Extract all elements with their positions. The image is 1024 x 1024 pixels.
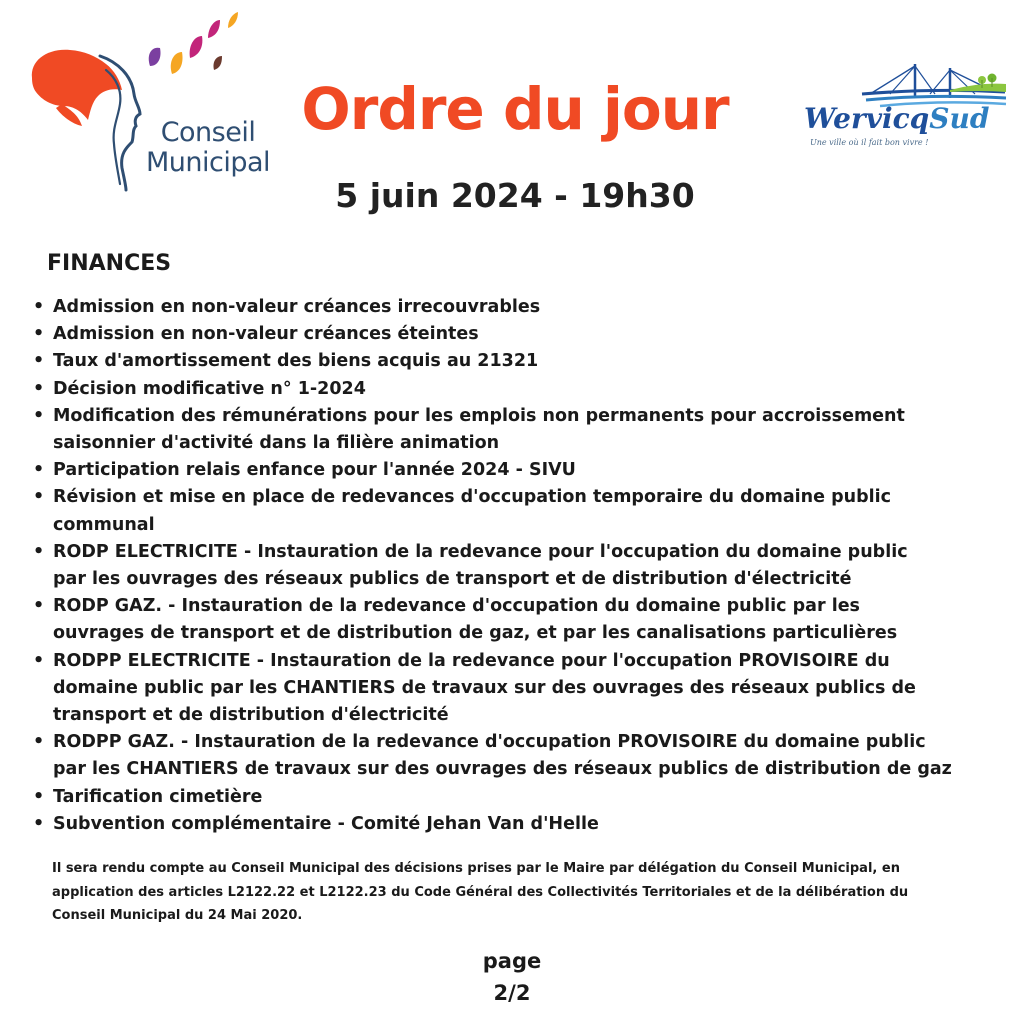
agenda-item [30, 403, 1020, 457]
logo-left-line1: Conseil [160, 117, 256, 148]
section-heading-finances: FINANCES [47, 251, 172, 276]
meeting-date: 5 juin 2024 - 19h30 [335, 176, 695, 215]
agenda-item-line: • Admission en non-valeur créances éteintes [53, 324, 479, 345]
agenda-item-line: ouvrages de transport et de distribution de gaz, et par les canalisations particulières [53, 623, 898, 644]
agenda-item-line: saisonnier d'activité dans la filière animation [53, 433, 500, 454]
agenda-item [30, 593, 1020, 647]
agenda-item [30, 294, 1020, 321]
agenda-item-line: • RODP GAZ. - Instauration de la redevance d'occupation du domaine public par les [53, 596, 860, 617]
page-title: Ordre du jour [301, 75, 729, 143]
page-indicator [432, 945, 592, 1009]
page-number: 2/2 [493, 981, 531, 1005]
agenda-item-line: par les CHANTIERS de travaux sur des ouvrages des réseaux publics de distribution de gaz [53, 759, 952, 780]
agenda-item [30, 457, 1020, 484]
conseil-municipal-logo-text [146, 118, 270, 178]
agenda-item-line: • RODP ELECTRICITE - Instauration de la redevance pour l'occupation du domaine public [53, 541, 908, 562]
agenda-item-line: • Tarification cimetière [53, 786, 263, 807]
agenda-item [30, 376, 1020, 403]
conseil-municipal-logo [22, 8, 271, 198]
agenda-item-line: par les ouvrages des réseaux publics de transport et de distribution d'électricité [53, 569, 852, 590]
page-label: page [482, 949, 542, 973]
logo-right-name-part1: Wervicq [804, 102, 930, 135]
agenda-item [30, 321, 1020, 348]
agenda-item-line: • Révision et mise en place de redevances d'occupation temporaire du domaine public [53, 487, 891, 508]
agenda-item-line: domaine public par les CHANTIERS de travaux sur des ouvrages des réseaux publics de [53, 677, 916, 698]
agenda-list [30, 294, 1020, 838]
agenda-item [30, 648, 1020, 730]
note-line: application des articles L2122.22 et L2122.23 du Code Général des Collectivités Territoriales et de la délibération du [52, 884, 909, 900]
agenda-item [30, 348, 1020, 375]
wervicq-sud-logo [800, 62, 1010, 162]
logo-right-name-part2: Sud [929, 102, 990, 135]
agenda-item [30, 811, 1020, 838]
agenda-item [30, 539, 1020, 593]
agenda-item [30, 784, 1020, 811]
agenda-item-line: • Modification des rémunérations pour les emplois non permanents pour accroissement [53, 405, 905, 426]
agenda-item-line: • Taux d'amortissement des biens acquis au 21321 [53, 351, 539, 372]
agenda-item [30, 484, 1020, 538]
agenda-item-line: • RODPP ELECTRICITE - Instauration de la redevance pour l'occupation PROVISOIRE du [53, 650, 890, 671]
logo-right-name [804, 102, 989, 136]
agenda-item-line: • RODPP GAZ. - Instauration de la redevance d'occupation PROVISOIRE du domaine public [53, 732, 926, 753]
delegation-note [52, 857, 992, 928]
agenda-item-line: transport et de distribution d'électricité [53, 705, 449, 726]
agenda-item-line: • Décision modificative n° 1-2024 [53, 378, 366, 399]
agenda-item-line: • Admission en non-valeur créances irrecouvrables [53, 297, 541, 317]
header [0, 0, 1024, 240]
agenda-item-line: • Subvention complémentaire - Comité Jehan Van d'Helle [53, 813, 599, 834]
logo-left-line2: Municipal [146, 147, 271, 178]
agenda-item-line: communal [53, 514, 155, 535]
agenda-item [30, 729, 1020, 783]
logo-right-tagline: Une ville où il fait bon vivre ! [810, 138, 929, 147]
note-line: Il sera rendu compte au Conseil Municipal des décisions prises par le Maire par délégation du Conseil Municipal, en [52, 861, 900, 876]
agenda-item-line: • Participation relais enfance pour l'année 2024 - SIVU [53, 460, 576, 481]
note-line: Conseil Municipal du 24 Mai 2020. [52, 908, 303, 923]
